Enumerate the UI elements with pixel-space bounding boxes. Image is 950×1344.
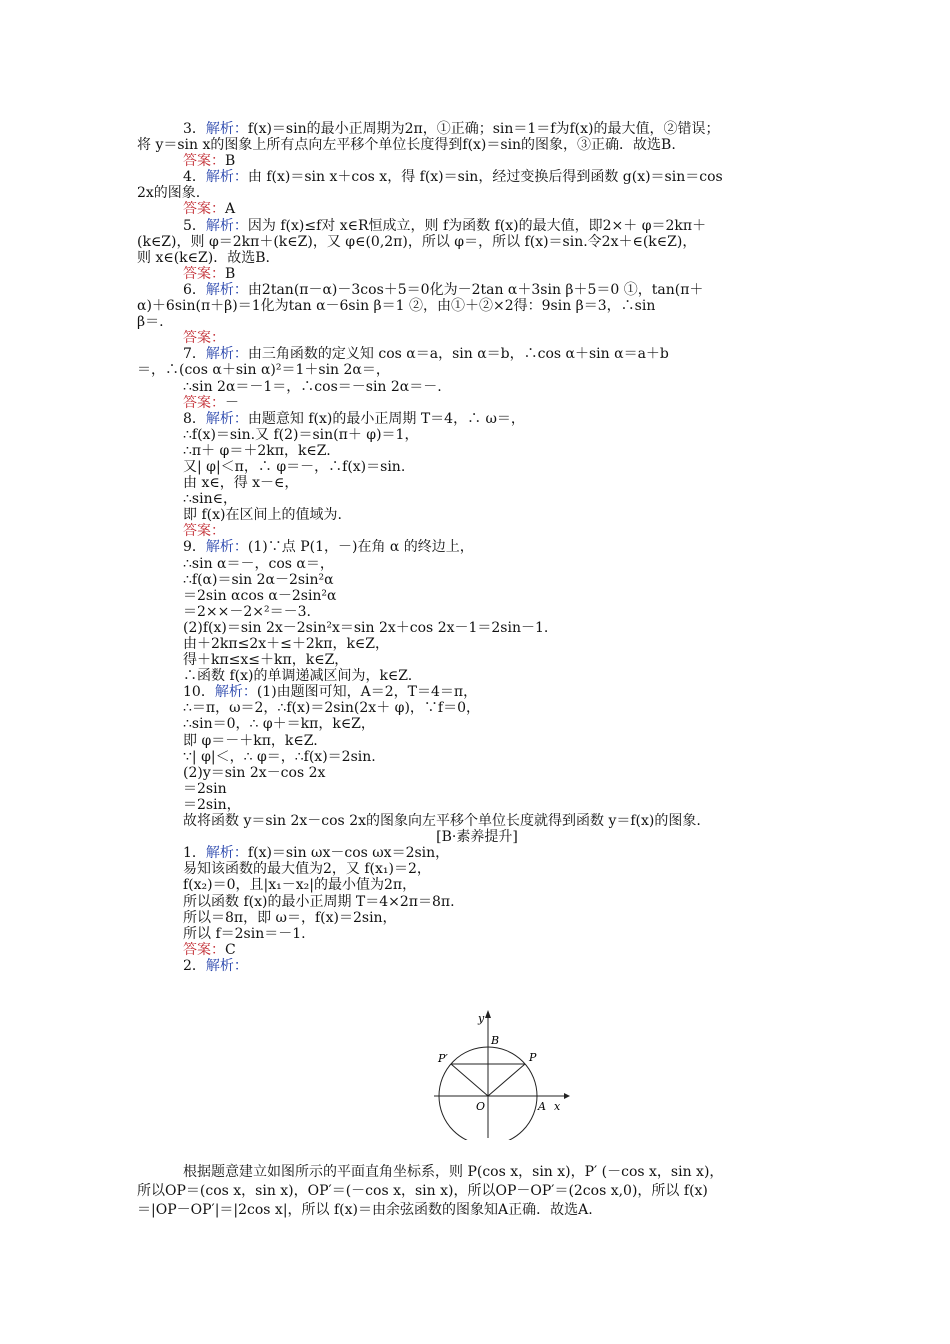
analysis-label: 解析：	[205, 957, 248, 974]
text-line	[137, 459, 817, 475]
text-line	[137, 250, 817, 266]
line-text: β＝.	[137, 314, 164, 331]
line-text: f(x)＝sin的最小正周期为2π，①正确；sin＝1＝f为f(x)的最大值，②错误；	[247, 121, 720, 137]
answer-value: C	[225, 941, 236, 958]
line-text: 则 x∈(k∈Z)．故选B.	[137, 249, 270, 266]
answer-value: B	[225, 265, 236, 282]
item-number: 6．	[183, 281, 206, 298]
label-a: A	[538, 1100, 546, 1113]
answer-value: －	[225, 394, 239, 411]
analysis-label: 解析：	[205, 169, 248, 186]
text-line	[137, 539, 817, 555]
line-text: ＝2sin	[183, 780, 227, 797]
text-line	[137, 362, 817, 378]
answer-label: 答案：	[183, 394, 225, 411]
line-text: ＝2sin，	[183, 796, 241, 813]
label-p-prime: P′	[438, 1052, 448, 1065]
analysis-label: 解析：	[214, 684, 257, 701]
answer-label: 答案：	[183, 265, 225, 282]
text-line	[137, 733, 817, 749]
line-text: 易知该函数的最大值为2，又 f(x₁)＝2，	[183, 861, 431, 878]
line-text: ∴sin＝0，∴ φ＋＝kπ，k∈Z，	[183, 716, 375, 733]
text-line	[137, 137, 817, 153]
line-text: 由三角函数的定义知 cos α＝a，sin α＝b，∴cos α＋sin α＝a＋b	[247, 346, 669, 363]
text-line	[137, 861, 817, 877]
text-line	[137, 507, 817, 523]
answer-label: 答案：	[183, 201, 225, 218]
text-line	[137, 556, 817, 572]
text-line	[137, 282, 817, 298]
text-line	[137, 604, 817, 620]
final-paragraph	[137, 1163, 817, 1220]
text-line: ＝|OP－OP′|＝|2cos x|，所以 f(x)＝由余弦函数的图象知A正确．故选A.	[137, 1202, 593, 1218]
line-text: 将 y＝sin x的图象上所有点向左平移个单位长度得到f(x)＝sin的图象，③正确．故选B.	[137, 137, 676, 154]
text-line	[137, 942, 817, 958]
text-line: 根据题意建立如图所示的平面直角坐标系，则 P(cos x，sin x)，P′ (－cos x，sin x)，	[183, 1164, 724, 1180]
text-line	[137, 700, 817, 716]
line-text: ∴sin 2α＝－1＝，∴cos＝－sin 2α＝－.	[183, 378, 442, 395]
line-text: 所以函数 f(x)的最小正周期 T＝4×2π＝8π.	[183, 893, 455, 910]
answer-label: 答案：	[183, 153, 225, 170]
text-line	[137, 121, 817, 137]
line-text: ∴f(x)＝sin.又 f(2)＝sin(π＋ φ)＝1，	[183, 426, 419, 443]
line-text: ∴sin α＝－，cos α＝，	[183, 555, 334, 572]
label-p: P	[529, 1051, 537, 1064]
line-text: f(x₂)＝0，且|x₁－x₂|的最小值为2π，	[183, 877, 417, 894]
line-text: 由 f(x)＝sin x＋cos x，得 f(x)＝sin，经过变换后得到函数 g(x)＝sin＝cos	[247, 169, 723, 186]
text-line	[137, 411, 817, 427]
line-text: 因为 f(x)≤f对 x∈R恒成立，则 f为函数 f(x)的最大值，即2×＋ φ＝2kπ＋	[247, 217, 707, 234]
analysis-label: 解析：	[205, 410, 248, 427]
answer-label: 答案：	[183, 330, 225, 347]
radius-op-prime	[451, 1064, 488, 1096]
text-line	[137, 668, 817, 684]
text-line	[137, 298, 817, 314]
text-line	[137, 266, 817, 282]
text-line	[137, 797, 817, 813]
text-line	[137, 443, 817, 459]
text-line	[137, 749, 817, 765]
line-text: 所以 f＝2sin＝－1.	[183, 925, 306, 942]
line-text: [B·素养提升]	[436, 829, 518, 846]
line-text: ＝2××－2×²＝－3.	[183, 603, 311, 620]
line-text: ∴sin∈，	[183, 491, 237, 508]
text-line	[137, 684, 817, 700]
text-line	[137, 620, 817, 636]
text-line	[137, 910, 817, 926]
text-line	[137, 379, 817, 395]
text-line	[137, 395, 817, 411]
text-line	[137, 958, 817, 974]
text-line	[137, 829, 817, 845]
text-line	[137, 523, 817, 539]
text-line	[137, 185, 817, 201]
answer-value: B	[225, 153, 236, 170]
x-axis-arrow	[564, 1093, 570, 1099]
text-line	[137, 652, 817, 668]
text-line	[137, 813, 817, 829]
text-line	[137, 475, 817, 491]
line-text: 2x的图象.	[137, 185, 201, 202]
analysis-label: 解析：	[205, 281, 248, 298]
text-line: 所以OP＝(cos x，sin x)，OP′＝(－cos x，sin x)，所以OP－OP′＝(2cos x,0)，所以 f(x)	[137, 1183, 708, 1199]
text-line	[137, 153, 817, 169]
item-number: 9．	[183, 539, 206, 556]
answer-value: A	[225, 201, 236, 218]
item-number: 7．	[183, 346, 206, 363]
text-line	[137, 572, 817, 588]
line-text: (2)f(x)＝sin 2x－2sin²x＝sin 2x＋cos 2x－1＝2sin－1.	[183, 619, 549, 636]
radius-op	[488, 1064, 525, 1096]
y-axis-arrow	[485, 1010, 491, 1018]
line-text: f(x)＝sin ωx－cos ωx＝2sin，	[247, 845, 450, 862]
analysis-label: 解析：	[205, 121, 248, 137]
text-line	[137, 491, 817, 507]
answer-label: 答案：	[183, 941, 225, 958]
text-line	[137, 845, 817, 861]
line-text: 又| φ|＜π，∴ φ＝－，∴f(x)＝sin.	[183, 458, 406, 475]
line-text: ＝，∴(cos α＋sin α)²＝1＋sin 2α＝，	[137, 362, 390, 379]
text-line	[137, 427, 817, 443]
text-line	[137, 781, 817, 797]
line-text: 故将函数 y＝sin 2x－cos 2x的图象向左平移个单位长度就得到函数 y＝f(x)的图象.	[183, 813, 701, 830]
analysis-label: 解析：	[205, 539, 248, 556]
text-line	[137, 588, 817, 604]
item-number: 8．	[183, 410, 206, 427]
text-line	[137, 218, 817, 234]
label-b: B	[491, 1034, 500, 1047]
label-o: O	[476, 1100, 486, 1113]
text-line	[137, 169, 817, 185]
label-y: y	[478, 1012, 485, 1025]
line-text: 由题意知 f(x)的最小正周期 T＝4，∴ ω＝，	[247, 410, 525, 427]
line-text: (k∈Z)，则 φ＝2kπ＋(k∈Z)，又 φ∈(0,2π)，所以 φ＝，所以 f(x)＝sin.令2x＋∈(k∈Z)，	[137, 233, 697, 250]
item-number: 4．	[183, 169, 206, 186]
text-line	[137, 346, 817, 362]
text-line	[137, 894, 817, 910]
analysis-label: 解析：	[205, 217, 248, 234]
line-text: 由＋2kπ≤2x＋≤＋2kπ，k∈Z，	[183, 636, 390, 652]
analysis-label: 解析：	[205, 346, 248, 363]
line-text: 即 f(x)在区间上的值域为.	[183, 507, 342, 524]
line-text: ∴π＋ φ＝＋2kπ，k∈Z.	[183, 442, 331, 459]
line-text: (1)∵点 P(1，－)在角 α 的终边上，	[247, 539, 474, 556]
item-number: 2．	[183, 957, 206, 974]
text-line	[137, 926, 817, 942]
text-line	[137, 330, 817, 346]
text-line	[137, 716, 817, 732]
solutions-body	[137, 121, 817, 974]
line-text: 得＋kπ≤x≤＋kπ，k∈Z，	[183, 652, 349, 669]
text-line	[137, 201, 817, 217]
line-text: 所以＝8π，即 ω＝，f(x)＝2sin，	[183, 909, 397, 926]
line-text: ∴函数 f(x)的单调递减区间为，k∈Z.	[183, 668, 413, 685]
item-number: 5．	[183, 217, 206, 234]
line-text: (1)由题图可知，A＝2，T＝4＝π，	[256, 684, 478, 701]
text-line	[137, 234, 817, 250]
label-x: x	[554, 1100, 561, 1113]
text-line	[137, 765, 817, 781]
line-text: α)＋6sin(π＋β)＝1化为tan α－6sin β＝1 ②，由①＋②×2得：9sin β＝3，∴sin	[137, 298, 656, 315]
line-text: ∴＝π，ω＝2，∴f(x)＝2sin(2x＋ φ)，∵f＝0，	[183, 700, 480, 717]
line-text: 即 φ＝－＋kπ，k∈Z.	[183, 732, 318, 749]
line-text: (2)y＝sin 2x－cos 2x	[183, 764, 326, 781]
item-number: 1．	[183, 845, 206, 862]
text-line	[137, 877, 817, 893]
item-number: 10．	[183, 684, 215, 701]
item-number: 3．	[183, 121, 206, 137]
line-text: ∴f(α)＝sin 2α－2sin²α	[183, 571, 334, 588]
line-text: 由 x∈，得 x－∈，	[183, 475, 299, 492]
text-line	[137, 314, 817, 330]
answer-label: 答案：	[183, 523, 225, 540]
line-text: ＝2sin αcos α－2sin²α	[183, 587, 337, 604]
text-line	[137, 636, 817, 652]
line-text: 由2tan(π－α)－3cos＋5＝0化为－2tan α＋3sin β＋5＝0 ①，tan(π＋	[247, 281, 704, 298]
line-text: ∵| φ|＜，∴ φ＝，∴f(x)＝2sin.	[183, 748, 376, 765]
unit-circle-figure	[430, 1010, 570, 1140]
analysis-label: 解析：	[205, 845, 248, 862]
